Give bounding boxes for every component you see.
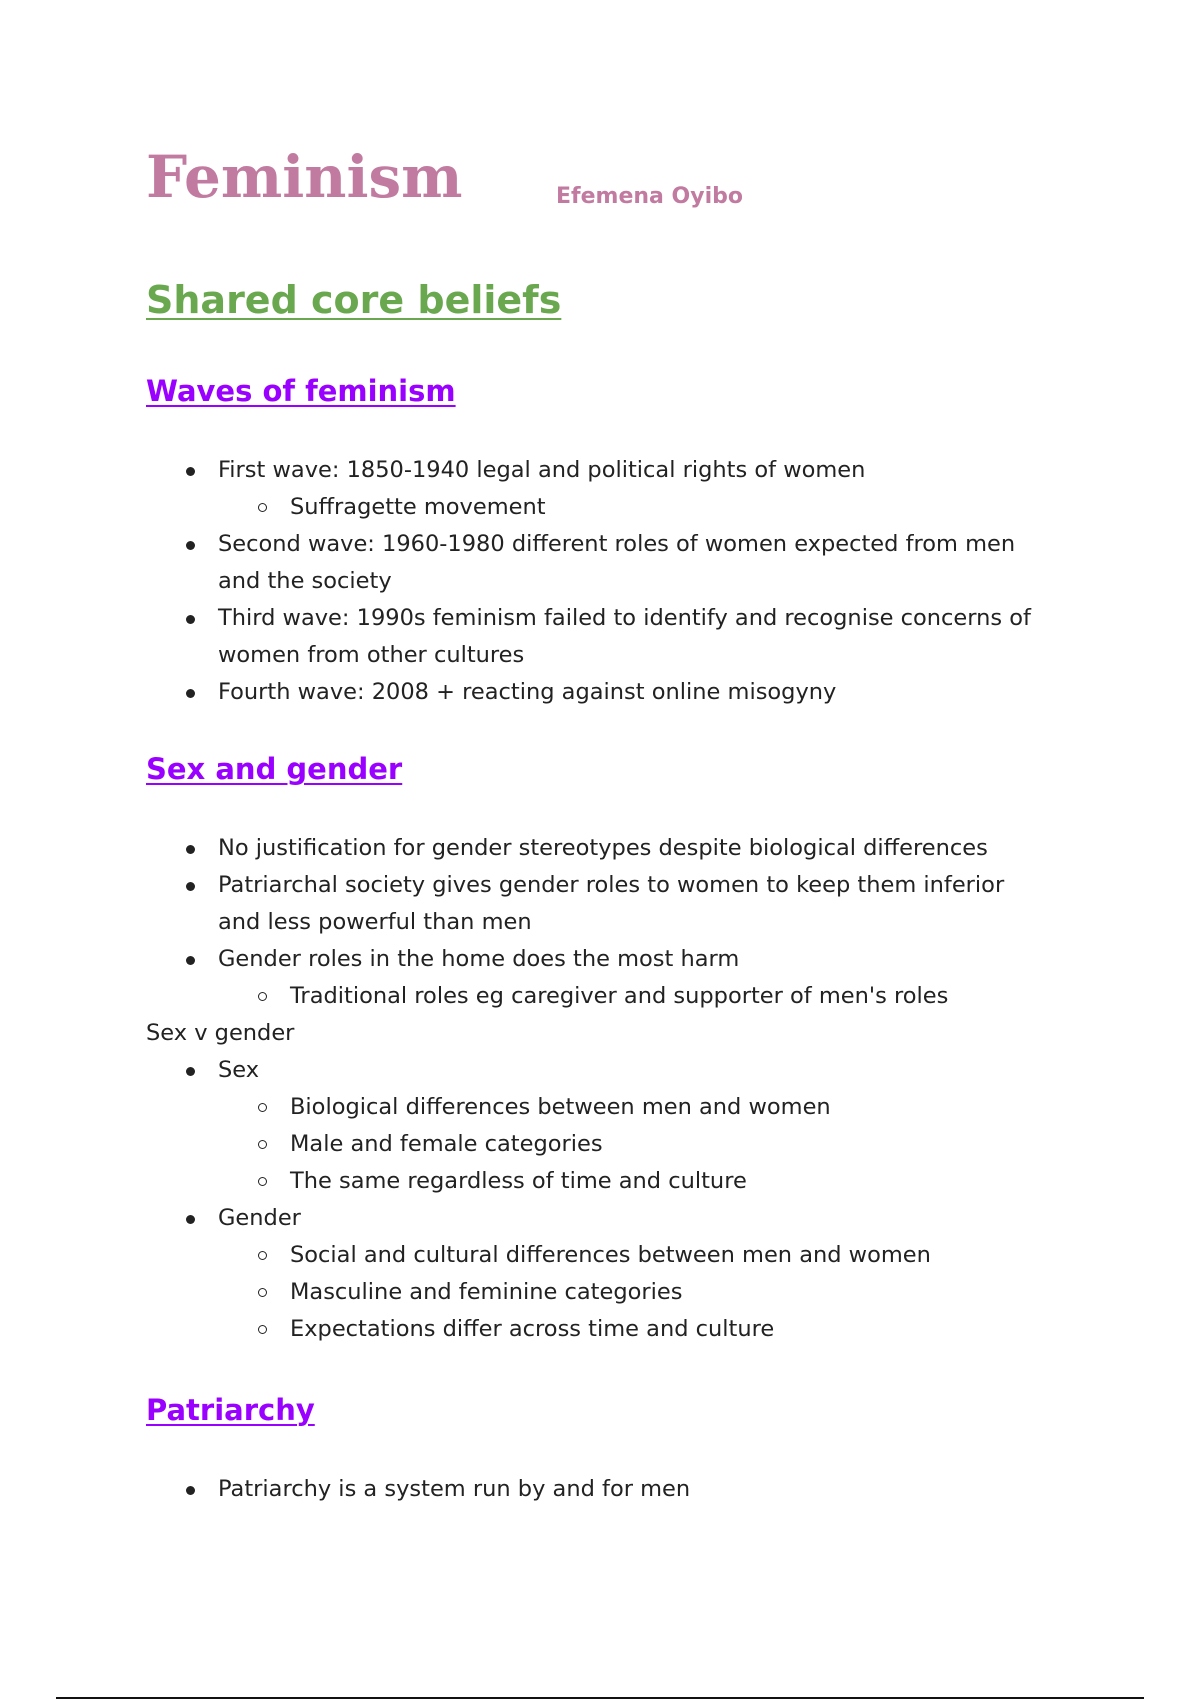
list-item: Expectations differ across time and culture (146, 1311, 1046, 1348)
bullet-circle-icon (258, 1177, 267, 1186)
bullet-dot-icon (186, 467, 195, 476)
subheading-patriarchy: Patriarchy (146, 1393, 315, 1427)
list-item: Masculine and feminine categories (146, 1274, 1046, 1311)
bullet-dot-icon (186, 1067, 195, 1076)
list-item: Male and female categories (146, 1126, 1046, 1163)
list-item: Gender (146, 1200, 1046, 1237)
list-item: First wave: 1850-1940 legal and political rights of women (146, 452, 1046, 489)
waves-list (146, 452, 1046, 711)
bullet-dot-icon (186, 845, 195, 854)
list-item: No justification for gender stereotypes despite biological differences (146, 830, 1046, 867)
list-item: Suffragette movement (146, 489, 1046, 526)
list-item: Third wave: 1990s feminism failed to identify and recognise concerns of (146, 600, 1046, 637)
bullet-circle-icon (258, 992, 267, 1001)
bullet-dot-icon (186, 1486, 195, 1495)
subheading-waves-of-feminism: Waves of feminism (146, 374, 456, 408)
list-item: The same regardless of time and culture (146, 1163, 1046, 1200)
bullet-circle-icon (258, 1251, 267, 1260)
section-heading-shared-core-beliefs: Shared core beliefs (146, 278, 562, 322)
bullet-circle-icon (258, 1288, 267, 1297)
list-item: Patriarchy is a system run by and for men (146, 1471, 1046, 1508)
list-item: Biological differences between men and women (146, 1089, 1046, 1126)
list-item: Patriarchal society gives gender roles to women to keep them inferior (146, 867, 1046, 904)
patriarchy-list (146, 1471, 1046, 1508)
list-item: Social and cultural differences between men and women (146, 1237, 1046, 1274)
bullet-dot-icon (186, 541, 195, 550)
list-item: Gender roles in the home does the most harm (146, 941, 1046, 978)
document-title: Feminism (146, 143, 463, 211)
list-item: Sex (146, 1052, 1046, 1089)
bullet-dot-icon (186, 615, 195, 624)
bullet-dot-icon (186, 689, 195, 698)
list-item-continuation: and the society (218, 568, 392, 594)
bullet-circle-icon (258, 1103, 267, 1112)
bullet-dot-icon (186, 1215, 195, 1224)
bullet-circle-icon (258, 503, 267, 512)
author-name: Efemena Oyibo (556, 184, 743, 209)
list-item-continuation: women from other cultures (218, 642, 525, 668)
list-item: Traditional roles eg caregiver and supporter of men's roles (146, 978, 1046, 1015)
bullet-dot-icon (186, 882, 195, 891)
page-bottom-rule (56, 1697, 1144, 1699)
plain-line: Sex v gender (146, 1020, 295, 1046)
list-item: Fourth wave: 2008 + reacting against online misogyny (146, 674, 1046, 711)
list-item: Second wave: 1960-1980 different roles of women expected from men (146, 526, 1046, 563)
subheading-sex-and-gender: Sex and gender (146, 752, 403, 786)
bullet-circle-icon (258, 1325, 267, 1334)
bullet-dot-icon (186, 956, 195, 965)
sex-gender-list (146, 830, 1046, 1348)
list-item-continuation: and less powerful than men (218, 909, 532, 935)
bullet-circle-icon (258, 1140, 267, 1149)
